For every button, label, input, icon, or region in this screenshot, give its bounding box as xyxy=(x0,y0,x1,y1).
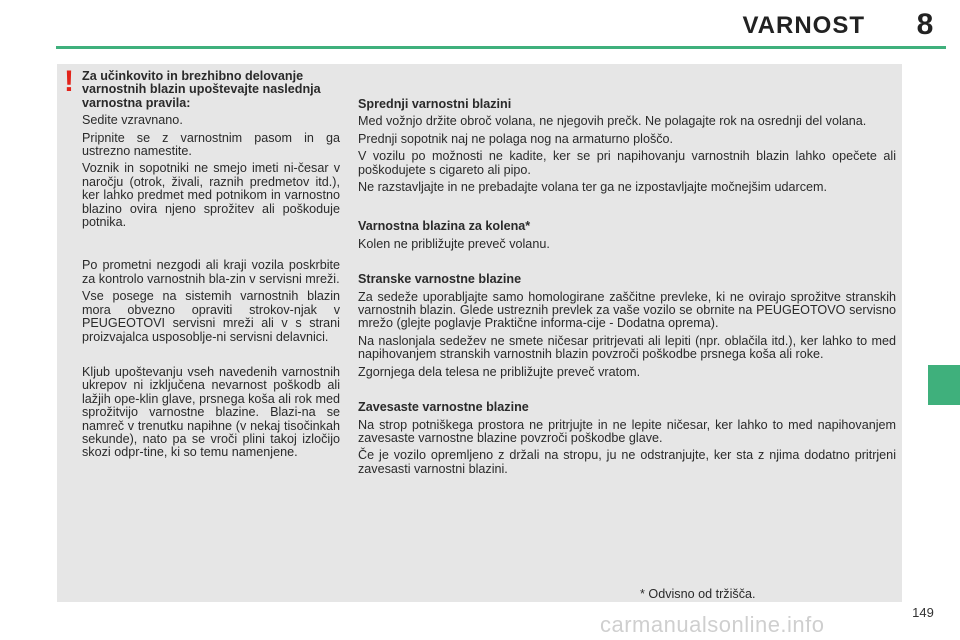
warning-paragraph: Sedite vzravnano. xyxy=(82,113,183,128)
warning-column xyxy=(82,70,340,464)
section-front-airbags xyxy=(358,98,896,194)
section-paragraph: Med vožnjo držite obroč volana, ne njegovih prečk. Ne polagajte rok na osrednji del volana. xyxy=(358,114,867,129)
section-paragraph: V vozilu po možnosti ne kadite, ker se pri napihovanju varnostnih blazin lahko opečete ali poškodujete s cigareto ali pipo. xyxy=(358,149,896,177)
section-heading: Stranske varnostne blazine xyxy=(358,272,522,287)
warning-paragraph: Pripnite se z varnostnim pasom in ga ustrezno namestite. xyxy=(82,130,340,159)
section-paragraph: Kolen ne približujte preveč volanu. xyxy=(358,236,550,251)
page-title: VARNOST xyxy=(742,12,865,39)
section-heading: Varnostna blazina za kolena* xyxy=(358,219,531,234)
section-paragraph: Na naslonjala sedežev ne smete ničesar pritrjevati ali lepiti (npr. oblačila itd.), ker lahko to med napihovanjem stranskih varnostnih blazin povzroči poškodbe prsnega koša ali roke. xyxy=(358,333,896,362)
header-rule xyxy=(56,46,946,49)
section-curtain-airbags xyxy=(358,401,896,476)
section-paragraph: Prednji sopotnik naj ne polaga nog na armaturno ploščo. xyxy=(358,131,674,146)
watermark-text: carmanualsonline.info xyxy=(600,612,825,637)
section-heading: Zavesaste varnostne blazine xyxy=(358,400,529,415)
warning-paragraph: Po prometni nezgodi ali kraji vozila poskrbite za kontrolo varnostnih bla-zin v servisni mreži. xyxy=(82,258,340,286)
chapter-tab xyxy=(928,365,960,405)
warning-heading: Za učinkovito in brezhibno delovanje varnostnih blazin upoštevajte naslednja varnostna pravila: xyxy=(82,69,321,110)
chapter-number: 8 xyxy=(916,8,934,41)
page-number: 149 xyxy=(912,605,934,620)
section-heading: Sprednji varnostni blazini xyxy=(358,97,512,111)
sections-column xyxy=(358,98,896,490)
warning-paragraph: Vse posege na sistemih varnostnih blazin mora obvezno opraviti strokov-njak v PEUGEOTOVI servisni mreži ali v s strani proizvajalca usposoblje-ni servisni delavnici. xyxy=(82,289,340,344)
warning-paragraph: Voznik in sopotniki ne smejo imeti ni-česar v naročju (otrok, živali, raznih predmetov itd.), ker lahko predmet med potnikom in varnostno blazino ovira njeno sprožitev ali poškoduje potnika. xyxy=(82,161,340,230)
section-paragraph: Za sedeže uporabljajte samo homologirane zaščitne prevleke, ki ne ovirajo sprožitve stranskih varnostnih blazin. Glede ustreznih prevlek za vaše vozilo se obrnite na PEUGEOTOVO servisno mrežo (glejte poglavje Praktične informa-cije - Dodatna oprema). xyxy=(358,289,896,331)
section-knee-airbag xyxy=(358,220,896,251)
section-paragraph: Na strop potniškega prostora ne pritrjujte in ne lepite ničesar, ker lahko to med napihovanjem zavesaste varnostne blazine povzroči poškodbe glave. xyxy=(358,417,896,445)
footnote: * Odvisno od tržišča. xyxy=(640,587,756,601)
warning-paragraph: Kljub upoštevanju vseh navedenih varnostnih ukrepov ni izključena nevarnost poškodb ali lažjih ope-klin glave, prsnega koša ali rok med sprožitvijo varnostne blazine. Blazi-na se namreč v trenutku napihne (v nekaj tisočinkah sekunde), nato pa se vroči plini takoj izločijo skozi odpr-tine, ki so temu namenjene. xyxy=(82,364,340,460)
section-paragraph: Ne razstavljajte in ne prebadajte volana ter ga ne izpostavljajte močnejšim udarcem. xyxy=(358,180,828,195)
section-paragraph: Zgornjega dela telesa ne približujte preveč vratom. xyxy=(358,364,641,379)
section-paragraph: Če je vozilo opremljeno z držali na stropu, ju ne odstranjujte, ker sta z njima dodatno pritrjeni zavesasti varnostni blazini. xyxy=(358,448,896,476)
exclamation-icon: ! xyxy=(64,65,74,98)
section-side-airbags xyxy=(358,273,896,379)
